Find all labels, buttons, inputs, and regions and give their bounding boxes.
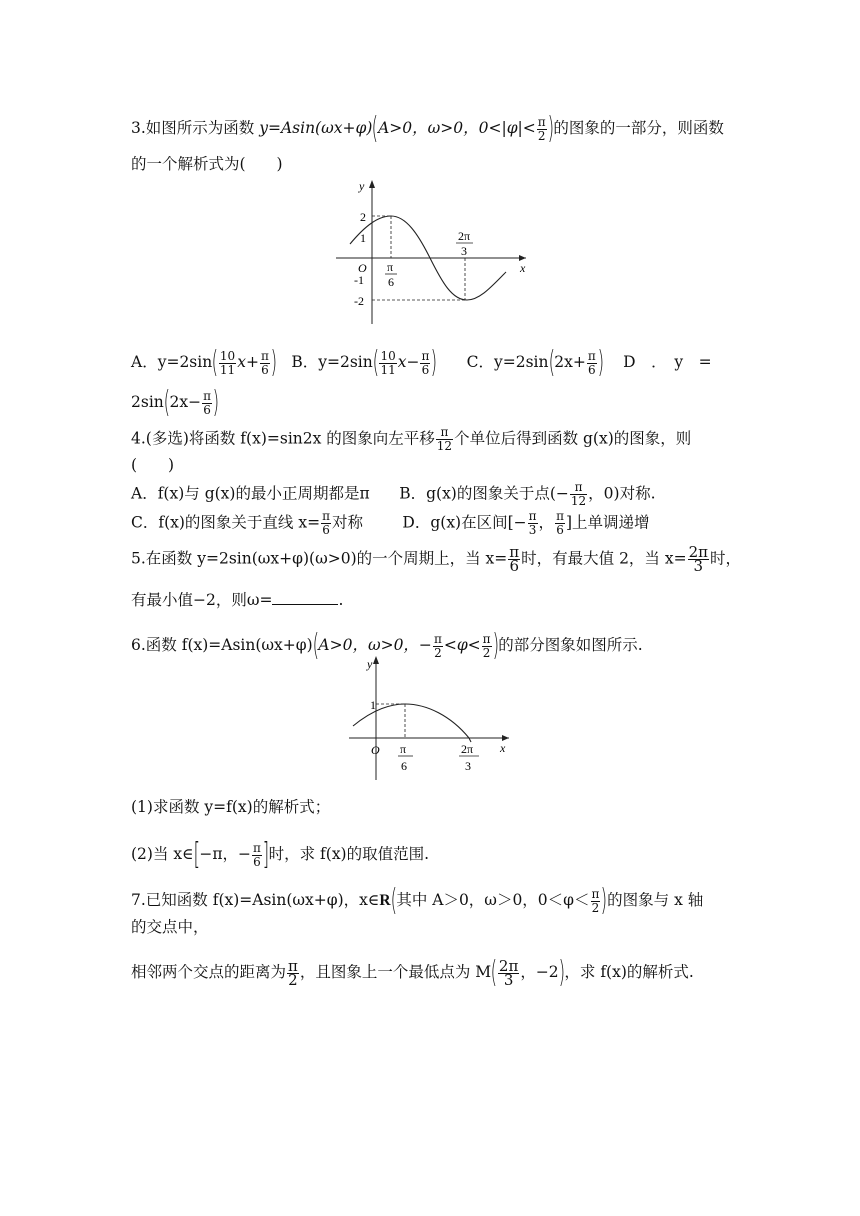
q6-x-label: x [500,741,506,755]
q3-options-line1: A．y=2sin( $\frac{10}{11}$ x+ $\frac{\pi}{6}$ ) B．y=2sin( $\frac{10}{11}$ x− $\frac{\pi}{6}$ ) C．y=2sin(2x+ $\frac{\pi}{6}$ ) D ． y = [131,345,712,380]
q6-x-tick-2pi3-den: 3 [465,759,471,773]
q7-line2: 的交点中， [131,918,209,936]
q4-line2: ( ) [131,456,175,474]
q3-x-tick-pi6-num: π [387,260,394,274]
q3-x-tick-2pi3-num: 2π [458,229,471,243]
q5-line1: 5.在函数 y=2sin(ωx+φ)(ω>0)的一个周期上，当 x= $\frac{\pi}{6}$ 时，有最大值 2，当 x= $\frac{2\pi}{3}$ 时， [131,543,742,575]
q4-line1: 4.(多选)将函数 f(x)=sin2x 的图象向左平移 $\frac{\pi}{12}$ 个单位后得到函数 g(x)的图象，则 [131,425,692,453]
q3-x-tick-pi6-den: 6 [388,275,394,289]
q3-line1: 3.如图所示为函数 y=Asin(ωx+φ)(A>0，ω>0，0<|φ|< $\frac{\pi}{2}$ )的图象的一部分，则函数 [131,111,724,146]
q3-x-tick-2pi3-den: 3 [461,244,467,258]
q6-y-tick-1: 1 [370,698,376,712]
q5-answer-blank[interactable] [272,590,338,605]
q7-line1: 7.已知函数 f(x)=Asin(ωx+φ)，x∈R(其中 A＞0，ω＞0，0＜φ＜ $\frac{\pi}{2}$ )的图象与 x 轴 [131,883,704,918]
q3-sine-graph [330,176,530,326]
q3-line2: 的一个解析式为( ) [131,155,283,173]
q4-options-ab: A．f(x)与 g(x)的最小正周期都是π B．g(x)的图象关于点(− $\frac{\pi}{12}$ ，0)对称. [131,480,656,508]
q6-x-tick-2pi3-num: 2π [461,742,474,756]
q6-y-label: y [367,657,373,671]
q3-x-label: x [520,261,526,275]
q6-sub2: (2)当 x∈[−π，− $\frac{\pi}{6}$ ]时，求 f(x)的取值范围. [131,837,430,872]
q6-sine-graph [345,652,515,782]
q5-line2: 有最小值−2，则ω= . [131,591,344,609]
q3-y-label: y [359,179,365,193]
q3-y-tick-neg2: -2 [354,294,364,308]
q3-y-tick-2: 2 [360,210,366,224]
q3-y-tick-neg1: -1 [354,273,364,287]
q6-x-tick-pi6-num: π [400,742,407,756]
q7-line3: 相邻两个交点的距离为 $\frac{\pi}{2}$ ，且图象上一个最低点为 M( $\frac{2\pi}{3}$ ，−2)，求 f(x)的解析式. [131,955,694,990]
q6-line1: 6.函数 f(x)=Asin(ωx+φ)(A>0，ω>0，− $\frac{\pi}{2}$ <φ< $\frac{\pi}{2}$ )的部分图象如图所示. [131,628,643,663]
q6-sub1: (1)求函数 y=f(x)的解析式； [131,798,331,816]
q3-origin: O [358,261,367,275]
q3-y-tick-1: 1 [360,231,366,245]
q6-origin: O [371,743,380,757]
q6-x-tick-pi6-den: 6 [401,759,407,773]
q3-option-d-line2: 2sin(2x− $\frac{\pi}{6}$ ) [131,385,220,420]
q4-options-cd: C．f(x)的图象关于直线 x= $\frac{\pi}{6}$ 对称 D．g(x)在区间[− $\frac{\pi}{3}$ ， $\frac{\pi}{6}$ ]上单调递增 [131,509,650,537]
